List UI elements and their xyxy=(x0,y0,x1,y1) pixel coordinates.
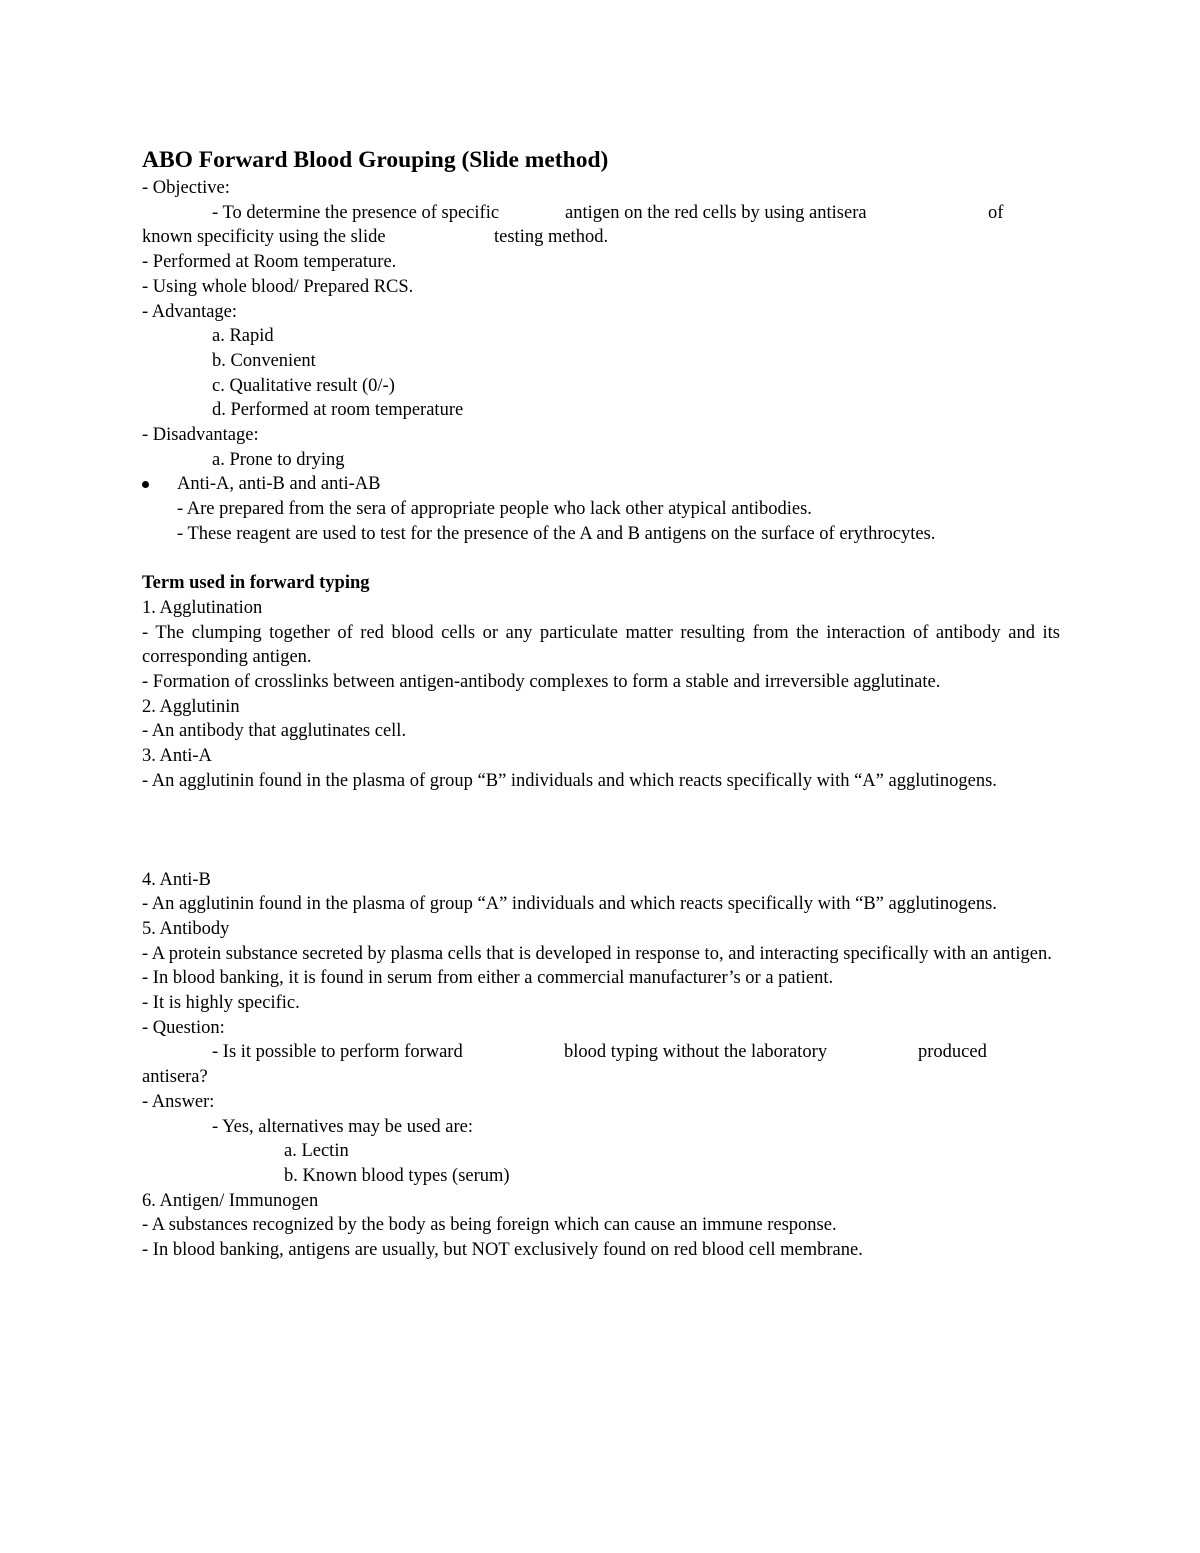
term-definition: - A substances recognized by the body as being foreign which can cause an immune response. xyxy=(142,1215,837,1236)
term-definition: - A protein substance secreted by plasma cells that is developed in response to, and interacting specifically with an antigen. xyxy=(142,943,1052,964)
objective-text-c: of xyxy=(988,202,1004,223)
question-line-2: antisera? xyxy=(142,1067,208,1088)
term-heading: 2. Agglutinin xyxy=(142,696,240,717)
objective-text-d: known specificity using the slide xyxy=(142,227,386,248)
advantage-item: d. Performed at room temperature xyxy=(212,400,464,421)
term-heading: 5. Antibody xyxy=(142,918,230,939)
answer-item: a. Lectin xyxy=(284,1141,349,1162)
question-label: - Question: xyxy=(142,1017,225,1038)
objective-line-2 xyxy=(142,225,1060,250)
term-definition: - An agglutinin found in the plasma of group “A” individuals and which reacts specifically with “B” agglutinogens. xyxy=(142,894,997,915)
advantage-item: c. Qualitative result (0/-) xyxy=(212,375,395,396)
answer-item: b. Known blood types (serum) xyxy=(284,1166,510,1186)
term-heading: 3. Anti-A xyxy=(142,746,212,767)
objective-label: - Objective: xyxy=(142,178,230,198)
bullet-heading: Anti-A, anti-B and anti-AB xyxy=(177,474,381,495)
whole-blood-line: - Using whole blood/ Prepared RCS. xyxy=(142,276,414,297)
term-definition: - Formation of crosslinks between antigen-antibody complexes to form a stable and irreversible agglutinate. xyxy=(142,672,941,693)
term-heading: 6. Antigen/ Immunogen xyxy=(142,1190,319,1211)
bullet-item-antisera xyxy=(142,472,1060,497)
bullet-line-2: - These reagent are used to test for the presence of the A and B antigens on the surface of erythrocytes. xyxy=(177,523,936,544)
document-body xyxy=(142,145,1060,1263)
question-text-b: blood typing without the laboratory xyxy=(564,1042,828,1063)
term-definition: - In blood banking, antigens are usually, but NOT exclusively found on red blood cell membrane. xyxy=(142,1240,863,1261)
room-temperature-line: - Performed at Room temperature. xyxy=(142,252,397,273)
objective-text-a: - To determine the presence of specific xyxy=(212,202,500,223)
term-definition: - In blood banking, it is found in serum from either a commercial manufacturer’s or a patient. xyxy=(142,968,834,989)
disadvantage-label: - Disadvantage: xyxy=(142,425,259,446)
objective-line-1 xyxy=(142,201,1060,226)
question-text-c: produced xyxy=(918,1042,987,1063)
term-definition: - The clumping together of red blood cells or any particulate matter resulting from the interaction of antibody and its corresponding antigen. xyxy=(142,622,1060,668)
term-heading: 1. Agglutination xyxy=(142,597,263,618)
advantage-item: b. Convenient xyxy=(212,350,316,371)
advantage-label: - Advantage: xyxy=(142,301,238,322)
term-definition: - It is highly specific. xyxy=(142,993,300,1014)
term-definition: - An antibody that agglutinates cell. xyxy=(142,721,407,742)
term-definition: - An agglutinin found in the plasma of group “B” individuals and which reacts specifically with “A” agglutinogens. xyxy=(142,770,997,791)
bullet-icon xyxy=(142,481,149,488)
objective-text-e: testing method. xyxy=(494,227,609,248)
question-text-a: - Is it possible to perform forward xyxy=(212,1042,463,1063)
answer-line: - Yes, alternatives may be used are: xyxy=(212,1116,473,1137)
answer-label: - Answer: xyxy=(142,1091,215,1112)
term-heading: 4. Anti-B xyxy=(142,869,211,890)
objective-text-b: antigen on the red cells by using antisera xyxy=(565,202,867,223)
question-line-1 xyxy=(142,1040,1060,1065)
document-title: ABO Forward Blood Grouping (Slide method) xyxy=(142,147,609,173)
disadvantage-item: a. Prone to drying xyxy=(212,449,345,470)
advantage-item: a. Rapid xyxy=(212,326,274,347)
bullet-line-1: - Are prepared from the sera of appropriate people who lack other atypical antibodies. xyxy=(177,499,812,520)
terms-heading: Term used in forward typing xyxy=(142,573,370,594)
